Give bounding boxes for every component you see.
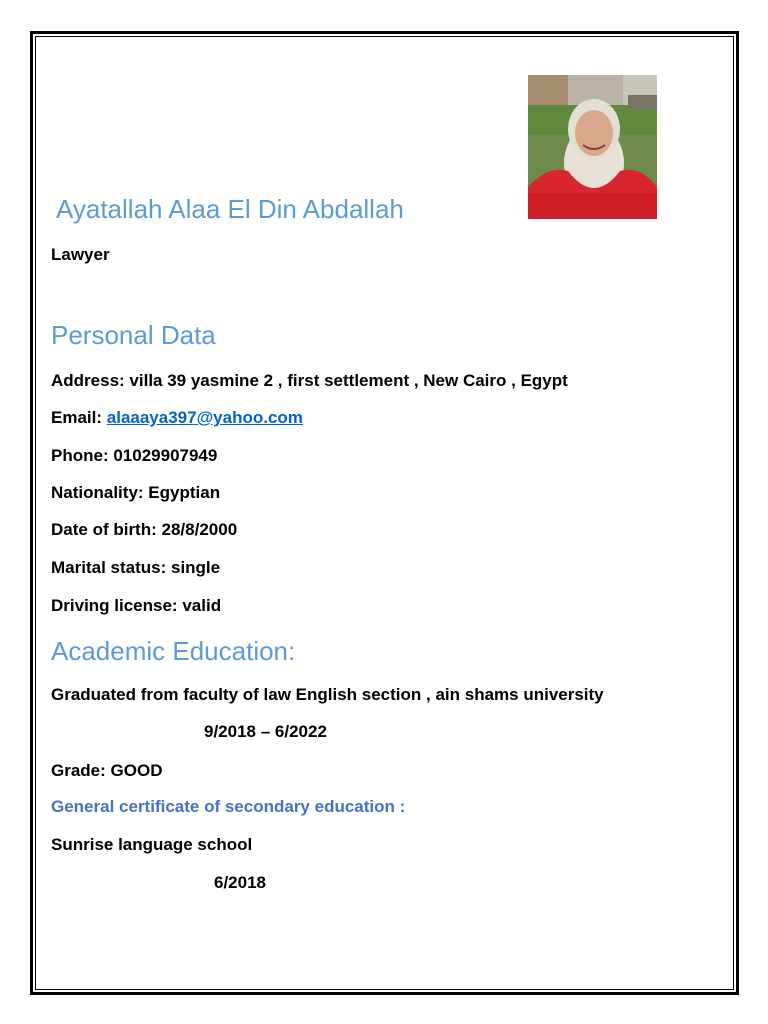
email-label: Email: <box>51 408 103 427</box>
academic-education-heading: Academic Education: <box>51 636 296 666</box>
nationality-value: Egyptian <box>148 483 221 502</box>
email-link[interactable]: alaaaya397@yahoo.com <box>106 408 303 427</box>
grade-line <box>51 761 162 781</box>
dob-line <box>51 520 237 540</box>
address-label: Address: <box>51 371 125 390</box>
license-value: valid <box>182 596 222 615</box>
profile-photo <box>528 75 657 219</box>
school-date: 6/2018 <box>214 873 266 892</box>
marital-label: Marital status: <box>51 558 167 577</box>
nationality-line <box>51 483 220 503</box>
phone-value: 01029907949 <box>113 446 218 465</box>
dob-label: Date of birth: <box>51 520 157 539</box>
address-value: villa 39 yasmine 2 , first settlement , New Cairo , Egypt <box>129 371 568 390</box>
personal-data-heading: Personal Data <box>51 320 216 350</box>
grade-label: Grade: <box>51 761 106 780</box>
university-line: Graduated from faculty of law English section , ain shams university <box>51 685 604 704</box>
grade-value: GOOD <box>110 761 163 780</box>
secondary-education-heading: General certificate of secondary education : <box>51 797 406 816</box>
phone-label: Phone: <box>51 446 109 465</box>
nationality-label: Nationality: <box>51 483 144 502</box>
marital-value: single <box>170 558 221 577</box>
email-line <box>51 408 303 428</box>
address-line <box>51 371 568 391</box>
marital-line <box>51 558 220 578</box>
dob-value: 28/8/2000 <box>161 520 238 539</box>
license-line <box>51 596 221 616</box>
school-line: Sunrise language school <box>51 835 253 854</box>
university-dates: 9/2018 – 6/2022 <box>204 722 327 741</box>
candidate-name: Ayatallah Alaa El Din Abdallah <box>56 194 404 224</box>
phone-line <box>51 446 217 466</box>
profession: Lawyer <box>51 245 110 264</box>
license-label: Driving license: <box>51 596 178 615</box>
